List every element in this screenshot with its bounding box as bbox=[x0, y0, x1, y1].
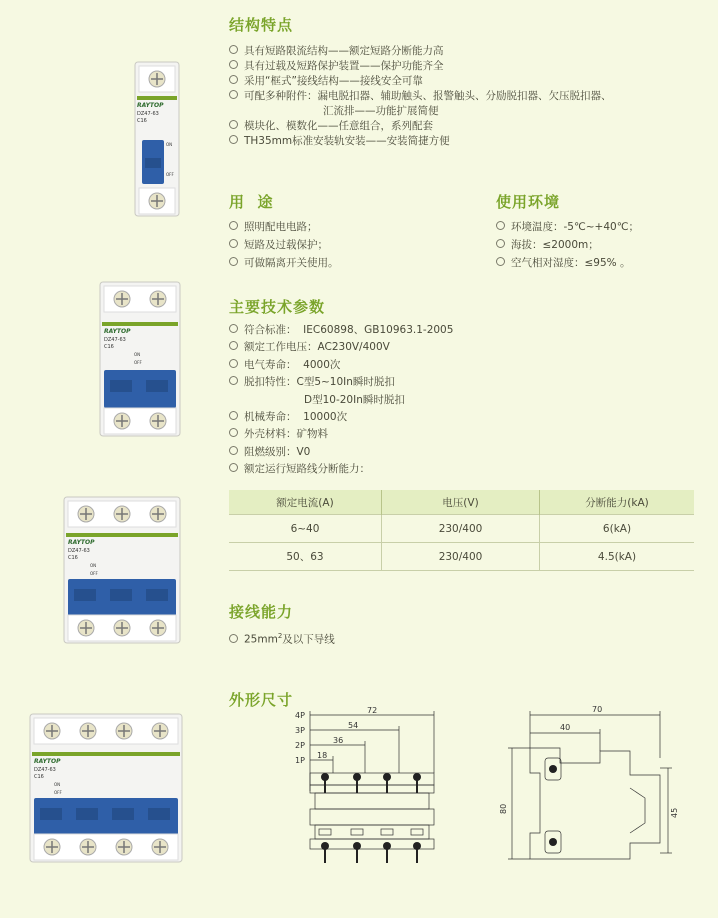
section-title-wiring: 接线能力 bbox=[229, 603, 294, 621]
table-row bbox=[229, 543, 694, 571]
bullet-icon bbox=[229, 45, 238, 54]
table-cell: 50、63 bbox=[229, 543, 382, 571]
list-item: 照明配电电路； bbox=[229, 218, 339, 236]
model-label: DZ47-63 bbox=[34, 767, 56, 773]
list-item: 脱扣特性：C型5~10In瞬时脱扣 bbox=[229, 374, 453, 391]
table-header: 电压(V) bbox=[382, 490, 540, 515]
depth-label-70: 70 bbox=[592, 705, 603, 714]
breaker-image-4p bbox=[28, 712, 184, 864]
bullet-icon bbox=[229, 359, 238, 368]
wiring-item: $25mm^2$及以下导线 bbox=[229, 629, 335, 648]
pole-label-3p: 3P bbox=[295, 726, 305, 735]
pole-label-2p: 2P bbox=[295, 741, 305, 750]
bullet-icon bbox=[229, 221, 238, 230]
list-item: 符合标准： IEC60898、GB10963.1-2005 bbox=[229, 322, 453, 339]
bullet-icon bbox=[229, 634, 238, 643]
off-label: OFF bbox=[54, 790, 62, 795]
section-title-structure: 结构特点 bbox=[229, 16, 294, 34]
rating-label: C16 bbox=[68, 555, 78, 561]
table-cell: 230/400 bbox=[382, 515, 540, 543]
pole-label-4p: 4P bbox=[295, 711, 305, 720]
section-title-params: 主要技术参数 bbox=[229, 298, 326, 316]
bullet-icon bbox=[496, 257, 505, 266]
list-item: 海拔：≤2000m； bbox=[496, 236, 639, 254]
params-list bbox=[229, 322, 453, 479]
bullet-icon bbox=[229, 90, 238, 99]
list-item: 可配多种附件：漏电脱扣器、辅助触头、报警触头、分励脱扣器、欠压脱扣器、 bbox=[229, 89, 612, 104]
table-header-row bbox=[229, 490, 694, 515]
breaker-image-2p bbox=[98, 280, 182, 438]
list-item-continuation: D型10-20In瞬时脱扣 bbox=[304, 393, 405, 406]
list-item: 短路及过载保护； bbox=[229, 236, 339, 254]
list-item: TH35mm标准安装轨安装——安装简捷方便 bbox=[229, 134, 612, 149]
list-item: 环境温度：-5℃~+40℃； bbox=[496, 218, 639, 236]
on-label: ON bbox=[166, 142, 173, 147]
bullet-icon bbox=[229, 463, 238, 472]
off-label: OFF bbox=[90, 571, 98, 576]
list-item: 机械寿命： 10000次 bbox=[229, 409, 453, 426]
breaker-image-3p bbox=[62, 495, 182, 645]
rating-label: C16 bbox=[34, 774, 44, 780]
width-label-54: 54 bbox=[348, 721, 359, 730]
usage-list bbox=[229, 218, 339, 272]
bullet-icon bbox=[229, 75, 238, 84]
bullet-icon bbox=[229, 257, 238, 266]
bullet-icon bbox=[229, 428, 238, 437]
bullet-icon bbox=[229, 239, 238, 248]
bullet-icon bbox=[229, 376, 238, 385]
spec-table bbox=[229, 490, 694, 571]
brand-label: RAYTOP bbox=[68, 539, 95, 546]
bullet-icon bbox=[229, 135, 238, 144]
section-title-dimensions: 外形尺寸 bbox=[229, 691, 294, 709]
list-item: 空气相对湿度：≤95% 。 bbox=[496, 254, 639, 272]
side-dimension-drawing bbox=[500, 703, 685, 868]
table-row bbox=[229, 515, 694, 543]
model-label: DZ47-63 bbox=[68, 548, 90, 554]
rating-label: C16 bbox=[104, 344, 114, 350]
list-item: 采用“框式”接线结构——接线安全可靠 bbox=[229, 74, 612, 89]
list-item: 额定运行短路线分断能力： bbox=[229, 461, 453, 478]
table-header: 额定电流(A) bbox=[229, 490, 382, 515]
table-header: 分断能力(kA) bbox=[540, 490, 695, 515]
list-item-continuation: 汇流排——功能扩展简便 bbox=[323, 105, 439, 117]
off-label: OFF bbox=[166, 172, 174, 177]
bullet-icon bbox=[229, 120, 238, 129]
height-label-80: 80 bbox=[499, 803, 508, 814]
bullet-icon bbox=[229, 341, 238, 350]
breaker-image-1p bbox=[133, 60, 181, 218]
list-item: 具有短路限流结构——额定短路分断能力高 bbox=[229, 44, 612, 59]
on-label: ON bbox=[90, 563, 97, 568]
brand-label: RAYTOP bbox=[34, 758, 61, 765]
depth-label-40: 40 bbox=[560, 723, 571, 732]
structure-list bbox=[229, 44, 612, 149]
front-dimension-drawing bbox=[295, 703, 455, 868]
bullet-icon bbox=[229, 446, 238, 455]
list-item: 模块化、模数化——任意组合，系列配套 bbox=[229, 119, 612, 134]
environment-list bbox=[496, 218, 639, 272]
section-title-environment: 使用环境 bbox=[496, 193, 561, 211]
pole-label-1p: 1P bbox=[295, 756, 305, 765]
width-label-72: 72 bbox=[367, 706, 378, 715]
off-label: OFF bbox=[134, 360, 142, 365]
table-cell: 4.5(kA) bbox=[540, 543, 695, 571]
bullet-icon bbox=[496, 239, 505, 248]
list-item: 额定工作电压：AC230V/400V bbox=[229, 339, 453, 356]
table-cell: 230/400 bbox=[382, 543, 540, 571]
on-label: ON bbox=[134, 352, 141, 357]
list-item: 电气寿命： 4000次 bbox=[229, 357, 453, 374]
height-label-45: 45 bbox=[670, 807, 679, 818]
bullet-icon bbox=[229, 324, 238, 333]
brand-label: RAYTOP bbox=[104, 328, 131, 335]
rating-label: C16 bbox=[137, 118, 147, 124]
brand-label: RAYTOP bbox=[137, 102, 164, 109]
model-label: DZ47-63 bbox=[137, 111, 159, 117]
bullet-icon bbox=[229, 60, 238, 69]
width-label-36: 36 bbox=[333, 736, 344, 745]
list-item: 具有过载及短路保护装置——保护功能齐全 bbox=[229, 59, 612, 74]
width-label-18: 18 bbox=[317, 751, 328, 760]
section-title-usage: 用 途 bbox=[229, 193, 274, 211]
bullet-icon bbox=[229, 411, 238, 420]
table-cell: 6~40 bbox=[229, 515, 382, 543]
list-item: 可做隔离开关使用。 bbox=[229, 254, 339, 272]
on-label: ON bbox=[54, 782, 61, 787]
model-label: DZ47-63 bbox=[104, 337, 126, 343]
bullet-icon bbox=[496, 221, 505, 230]
list-item: 外壳材料：矿物料 bbox=[229, 426, 453, 443]
list-item: 阻燃级别：V0 bbox=[229, 444, 453, 461]
table-cell: 6(kA) bbox=[540, 515, 695, 543]
